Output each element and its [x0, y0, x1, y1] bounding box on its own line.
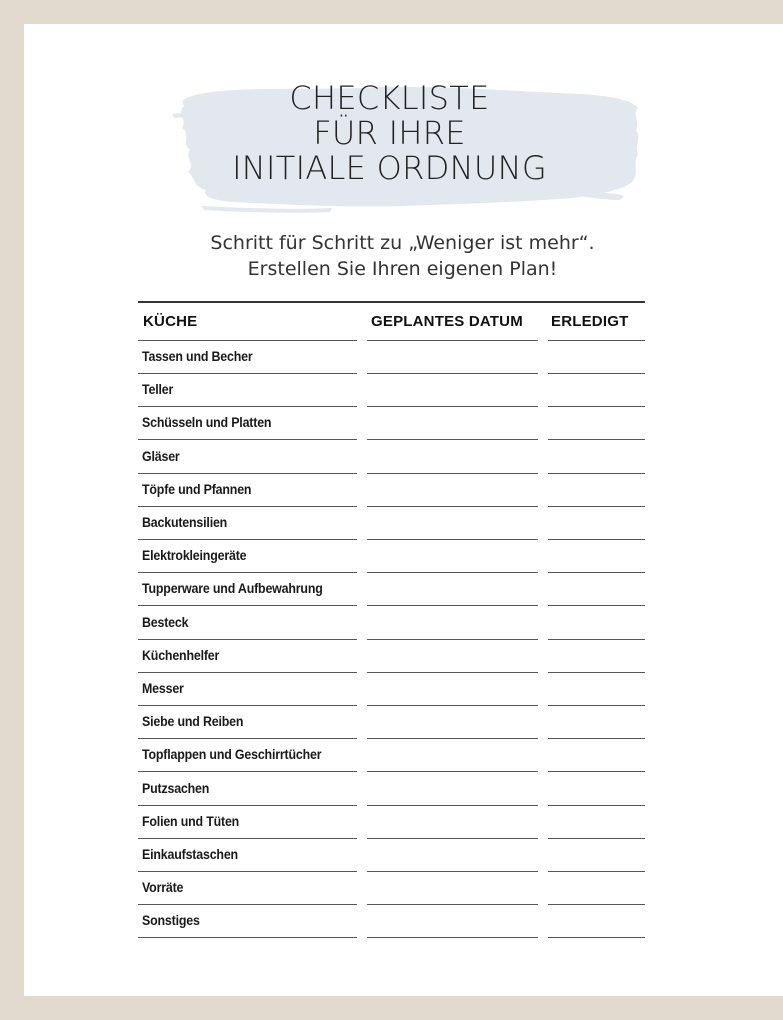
table-row	[138, 673, 645, 706]
header-item: KÜCHE	[143, 313, 198, 330]
row-label: Topflappen und Geschirrtücher	[142, 747, 322, 763]
table-row	[138, 374, 645, 407]
subtitle-line: Erstellen Sie Ihren eigenen Plan!	[247, 258, 558, 280]
table-row	[138, 640, 645, 673]
item-underline	[138, 937, 357, 938]
subtitle	[24, 230, 781, 282]
subtitle-line: Schritt für Schritt zu „Weniger ist mehr“.	[210, 232, 595, 254]
table-row	[138, 341, 645, 374]
row-label: Vorräte	[142, 880, 184, 896]
title-line: CHECKLISTE	[289, 79, 490, 117]
table-row	[138, 474, 645, 507]
table-row	[138, 540, 645, 573]
row-label: Siebe und Reiben	[142, 714, 244, 730]
row-label: Sonstiges	[142, 913, 200, 929]
row-label: Besteck	[142, 614, 189, 630]
table-row	[138, 441, 645, 474]
date-field[interactable]	[367, 937, 538, 938]
page-title	[24, 81, 755, 186]
table-row	[138, 773, 645, 806]
row-label: Putzsachen	[142, 780, 210, 796]
table-row	[138, 806, 645, 839]
row-label: Tupperware und Aufbewahrung	[142, 581, 323, 597]
title-line: INITIALE ORDNUNG	[232, 149, 547, 187]
row-label: Folien und Tüten	[142, 813, 240, 829]
done-field[interactable]	[548, 937, 645, 938]
table-top-rule	[138, 301, 645, 303]
header-done: ERLEDIGT	[551, 313, 629, 330]
row-label: Backutensilien	[142, 515, 228, 530]
table-row	[138, 905, 645, 938]
table-row	[138, 607, 645, 640]
row-label: Messer	[142, 681, 184, 696]
table-row	[138, 706, 645, 739]
table-row	[138, 872, 645, 905]
row-label: Schüsseln und Platten	[142, 415, 272, 431]
table-row	[138, 407, 645, 440]
row-label: Töpfe und Pfannen	[142, 481, 252, 497]
table-row	[138, 507, 645, 540]
checklist-page	[24, 24, 783, 996]
row-label: Elektrokleingeräte	[142, 548, 247, 564]
row-label: Tassen und Becher	[142, 349, 253, 364]
table-row	[138, 573, 645, 606]
table-row	[138, 739, 645, 772]
title-line: FÜR IHRE	[313, 114, 466, 152]
row-label: Teller	[142, 382, 174, 398]
row-label: Einkaufstaschen	[142, 847, 238, 862]
header-date: GEPLANTES DATUM	[371, 313, 523, 330]
row-label: Gläser	[142, 448, 180, 464]
row-label: Küchenhelfer	[142, 647, 220, 663]
table-row	[138, 839, 645, 872]
